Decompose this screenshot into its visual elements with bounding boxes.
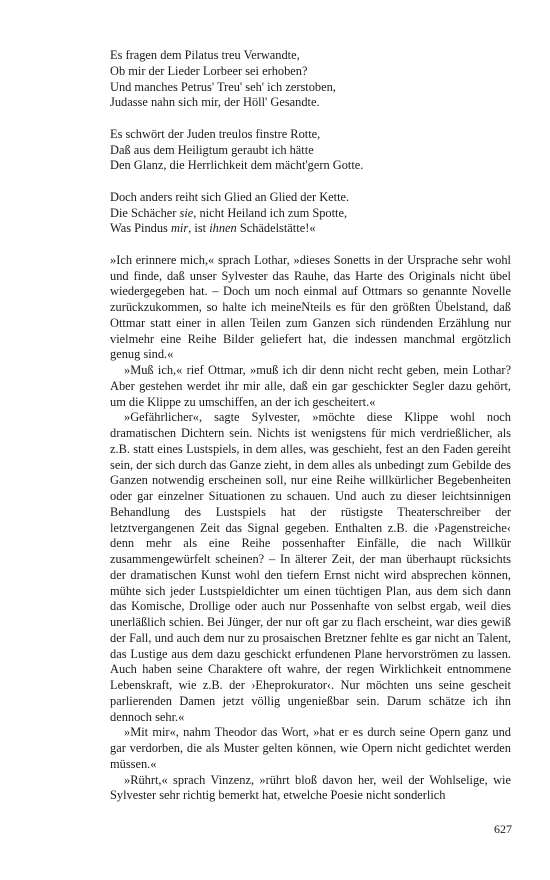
poem-line: Es schwört der Juden treulos finstre Rotte, — [110, 126, 321, 141]
prose-text — [110, 253, 511, 804]
poem-line: Judasse nahn sich mir, der Höll' Gesandte. — [110, 95, 320, 110]
emphasis: sie — [179, 205, 194, 220]
page-number: 627 — [494, 822, 512, 836]
paragraph: »Rührt,« sprach Vinzenz, »rührt bloß davon her, weil der Wohlselige, wie Sylvester sehr richtig bemerkt hat, etwelche Poesie nicht sonderlich — [110, 772, 511, 803]
poem-line: Ob mir der Lieder Lorbeer sei erhoben? — [110, 63, 308, 78]
paragraph: »Muß ich,« rief Ottmar, »muß ich dir denn nicht recht geben, mein Lothar? Aber gestehen werdet ihr mir alle, daß ein gar geschickter Segler dazu gehört, um die Klippe zu umschiffen, an der ich gescheitert.« — [110, 363, 511, 409]
page-body — [110, 48, 511, 804]
emphasis: ihnen — [209, 221, 237, 236]
poem-line: Daß aus dem Heiligtum geraubt ich hätte — [110, 142, 314, 157]
paragraph: »Ich erinnere mich,« sprach Lothar, »dieses Sonetts in der Ursprache sehr wohl und finde, daß unser Sylvester das Rauhe, das Harte des Originals nicht übel wiedergegeben hat. – Doch um noch einmal auf Ottmars so genannte Novelle zurückzukommen, so halte ich meineNteils es für den größten Übelstand, daß Ottmar statt einer in allen Teilen zum Ganzen sich ründenden Erzählung nur vielmehr eine Reihe Bilder geliefert hat, die indessen manchmal ergötzlich genug sind.« — [110, 252, 511, 362]
poem-stanza-3 — [110, 190, 511, 237]
poem-line: Und manches Petrus' Treu' seh' ich zerstoben, — [110, 79, 336, 94]
poem-line: Es fragen dem Pilatus treu Verwandte, — [110, 48, 300, 62]
paragraph: »Gefährlicher«, sagte Sylvester, »möchte diese Klippe wohl noch dramatischen Dichtern sein. Nichts ist wenigstens für mich verdrießlicher, als z.B. statt eines Lustspiels, in dem alles, was geschieht, fest an den Faden gereiht sein, der sich durch das Ganze zieht, in dem alles als unbedingt zum Gebilde des Ganzen notwendig erscheinen soll, nur eine Reihe willkürlicher Begebenheiten oder gar einzelner Situationen zu schauen. Und auch zu dieser leichtsinnigen Behandlung des Lustspiels hat der rüstigste Theaterschreiber der letztvergangenen Zeit das Signal gegeben. Enthalten z.B. die ›Pagenstreiche‹ denn mehr als eine Reihe possenhafter Einfälle, die nach Willkür zusammengewürfelt scheinen? – In älterer Zeit, der man überhaupt rücksichts der dramatischen Kunst wohl den tiefern Ernst nicht wird absprechen können, mühte sich jeder Lustspieldichter um einen tüchtigen Plan, aus dem sich dann das Komische, Drollige oder auch nur Possenhafte von selbst ergab, weil dies unerläßlich schien. Bei Jünger, der nur oft gar zu flach erscheint, war dies gewiß der Fall, und auch dem nur zu prosaischen Bretzner fehlte es gar nicht an Talent, das Lustige aus dem dazu geschickt erfundenen Plane hervorströmen zu lassen. Auch haben seine Charaktere oft wahre, der regen Wirklichkeit entnommene Lebenskraft, wie z.B. der ›Eheprokurator‹. Nur möchten uns seine gescheit parlierenden Damen jetzt völlig ungenießbar sein. Darum schätze ich ihn dennoch sehr.« — [110, 410, 511, 724]
poem-line: Den Glanz, die Herrlichkeit dem mächt'gern Gotte. — [110, 158, 364, 173]
poem-stanza-1 — [110, 48, 511, 111]
emphasis: mir — [170, 221, 189, 236]
poem-line — [110, 206, 511, 222]
poem-line-rich: Die Schächer sie, nicht Heiland ich zum Spotte, — [110, 205, 348, 220]
poem-line-rich: Was Pindus mir, ist ihnen Schädelstätte!« — [110, 221, 316, 236]
paragraph: »Mit mir«, nahm Theodor das Wort, »hat er es durch seine Opern ganz und gar verdorben, die als Muster gelten können, wie Opern nicht gedichtet werden müssen.« — [110, 725, 511, 771]
poem-line: Doch anders reiht sich Glied an Glied der Kette. — [110, 189, 350, 204]
poem-line — [110, 221, 511, 237]
poem-stanza-2 — [110, 127, 511, 174]
